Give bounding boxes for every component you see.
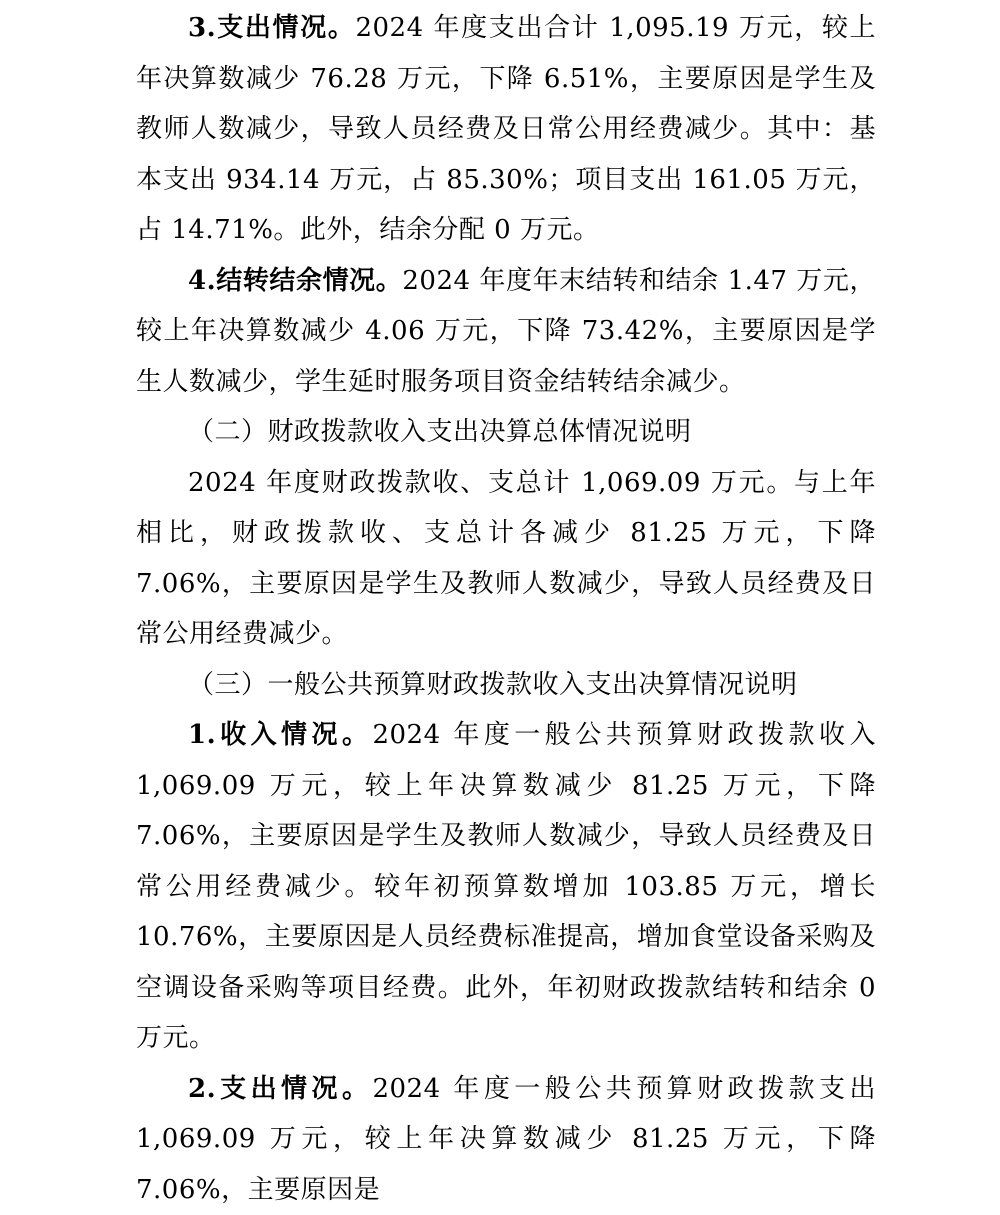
paragraph-lead: 1.收入情况。: [188, 720, 372, 750]
paragraph-lead: 4.结转结余情况。: [188, 266, 402, 296]
paragraph-text: 2024 年度一般公共预算财政拨款收入 1,069.09 万元，较上年决算数减少 81.25 万元，下降 7.06%，主要原因是学生及教师人数减少，导致人员经费及日常公用经费减少。较年初预算数增加 103.85 万元，增长 10.76%，主要原因是人员经费标准提高，增加食堂设备采购及空调设备采购等项目经费。此外，年初财政拨款结转和结余 0 万元。: [136, 720, 876, 1053]
paragraph-text: 2024 年度年末结转和结余 1.47 万元，较上年决算数减少 4.06 万元，下降 73.42%，主要原因是学生人数减少，学生延时服务项目资金结转结余减少。: [136, 266, 876, 397]
paragraph-expenditure: [136, 3, 876, 256]
section-heading-text: （二）财政拨款收入支出决算总体情况说明: [188, 417, 692, 447]
section-heading-fiscal-overview: [136, 407, 876, 458]
section-heading-text: （三）一般公共预算财政拨款收入支出决算情况说明: [188, 670, 798, 700]
paragraph-general-income: [136, 710, 876, 1064]
paragraph-fiscal-overview: [136, 458, 876, 660]
paragraph-text: 2024 年度支出合计 1,095.19 万元，较上年决算数减少 76.28 万元，下降 6.51%，主要原因是学生及教师人数减少，导致人员经费及日常公用经费减少。其中：基本支出 934.14 万元，占 85.30%；项目支出 161.05 万元，占 14.71%。此外，结余分配 0 万元。: [136, 13, 876, 245]
paragraph-text: 2024 年度财政拨款收、支总计 1,069.09 万元。与上年相比，财政拨款收、支总计各减少 81.25 万元，下降 7.06%，主要原因是学生及教师人数减少，导致人员经费及日常公用经费减少。: [136, 468, 876, 650]
paragraph-carryover: [136, 256, 876, 408]
section-heading-general-budget: [136, 660, 876, 711]
paragraph-text: 2024 年度一般公共预算财政拨款支出 1,069.09 万元，较上年决算数减少 81.25 万元，下降 7.06%，主要原因是: [136, 1074, 876, 1205]
paragraph-lead: 3.支出情况。: [188, 13, 355, 43]
paragraph-general-expenditure: [136, 1064, 876, 1215]
paragraph-lead: 2.支出情况。: [188, 1074, 372, 1104]
